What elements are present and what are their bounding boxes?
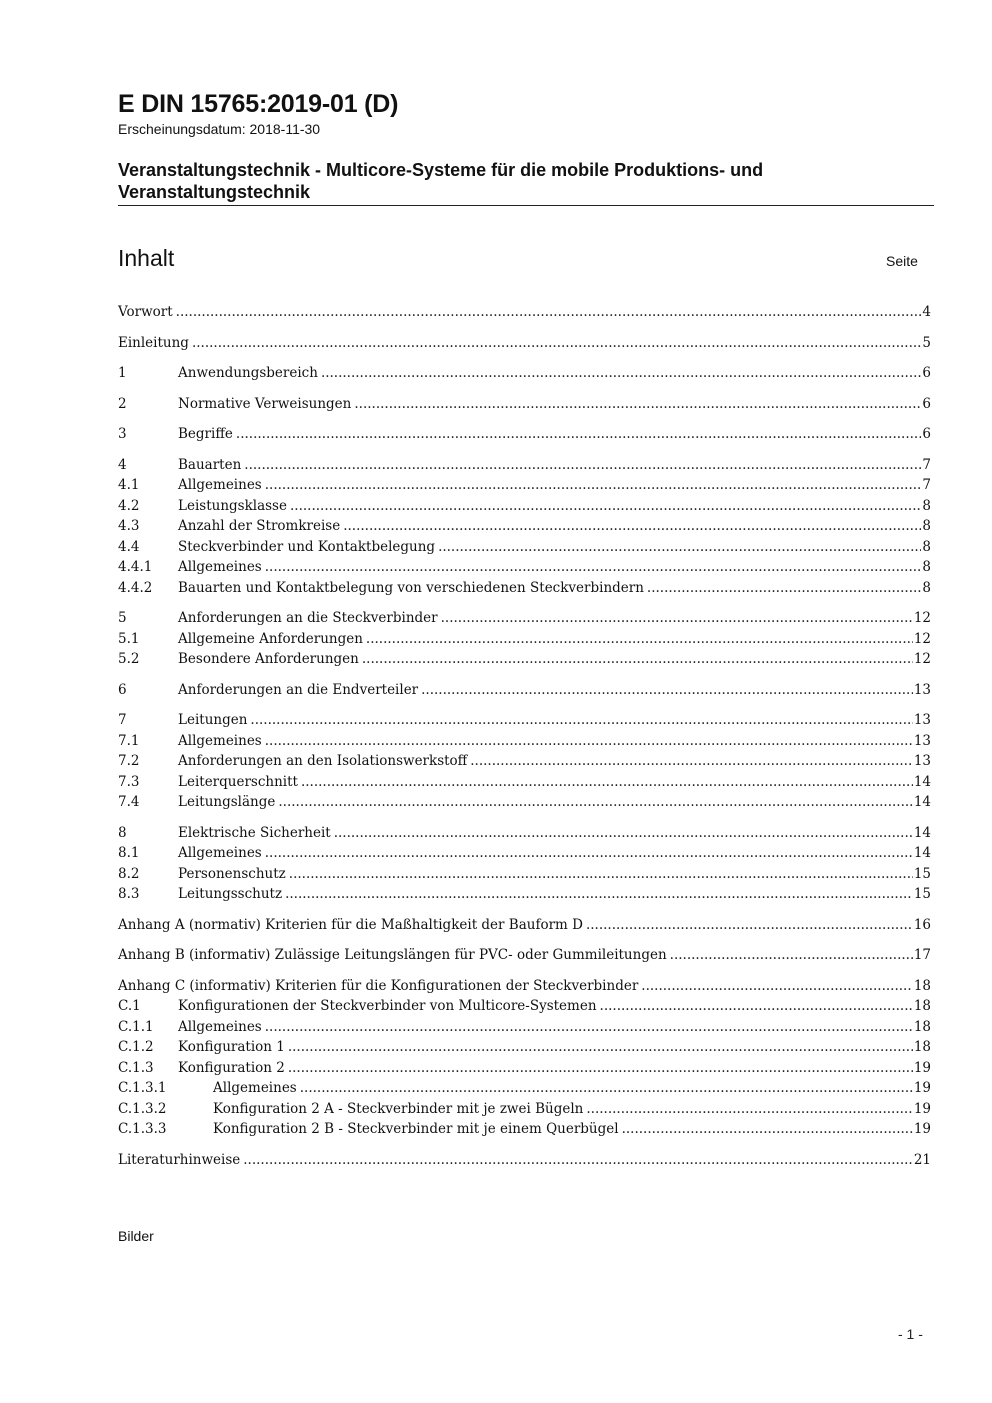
toc-dot-leader bbox=[265, 557, 922, 578]
toc-entry-title: Konfiguration 2 B - Steckverbinder mit je einem Querbügel bbox=[213, 1121, 619, 1137]
toc-entry-title: Elektrische Sicherheit bbox=[178, 824, 331, 841]
toc-entry-title: Anwendungsbereich bbox=[178, 365, 318, 381]
toc-entry-number: 5.1 bbox=[118, 630, 140, 647]
toc-entry[interactable] bbox=[118, 608, 931, 629]
toc-entry-page: 8 bbox=[922, 497, 931, 514]
toc-entry-page: 19 bbox=[913, 1100, 931, 1117]
toc-entry-page: 7 bbox=[922, 456, 931, 473]
toc-entry[interactable] bbox=[118, 976, 931, 997]
toc-dot-leader bbox=[354, 394, 921, 415]
toc-entry-title: Leiterquerschnitt bbox=[178, 773, 298, 790]
toc-entry-number: 4.1 bbox=[118, 477, 140, 493]
toc-entry-number: 5 bbox=[118, 610, 127, 626]
toc-entry-title: Anhang C (informativ) Kriterien für die Konfigurationen der Steckverbinder bbox=[118, 977, 639, 994]
toc-entry-number: C.1.2 bbox=[118, 1039, 154, 1055]
toc-entry-number: C.1.1 bbox=[118, 1018, 154, 1035]
publication-date: Erscheinungsdatum: 2018-11-30 bbox=[118, 121, 321, 137]
toc-entry-title: Konfiguration 2 bbox=[178, 1059, 285, 1076]
toc-dot-leader bbox=[265, 1017, 913, 1038]
toc-entry-number: C.1.3.2 bbox=[118, 1100, 167, 1117]
toc-dot-leader bbox=[600, 996, 913, 1017]
toc-entry-number: 7.3 bbox=[118, 773, 140, 790]
toc-entry[interactable] bbox=[118, 772, 931, 793]
toc-entry-number: 4.4.2 bbox=[118, 579, 153, 596]
toc-entry[interactable] bbox=[118, 1037, 931, 1058]
toc-entry-title: Einleitung bbox=[118, 334, 189, 351]
toc-dot-leader bbox=[265, 843, 913, 864]
toc-entry-title: Personenschutz bbox=[178, 865, 286, 882]
toc-dot-leader bbox=[586, 1099, 912, 1120]
toc-entry-title: Normative Verweisungen bbox=[178, 395, 352, 412]
toc-entry-page: 4 bbox=[922, 304, 931, 320]
table-of-contents bbox=[118, 302, 931, 1170]
toc-entry-title: Allgemeine Anforderungen bbox=[178, 630, 363, 647]
toc-entry-page: 17 bbox=[913, 947, 931, 963]
toc-entry-title: Anforderungen an den Isolationswerkstoff bbox=[178, 753, 468, 769]
toc-entry-page: 6 bbox=[922, 365, 931, 381]
toc-entry-title: Vorwort bbox=[118, 304, 173, 320]
toc-entry-page: 18 bbox=[913, 1018, 931, 1035]
toc-entry-title: Steckverbinder und Kontaktbelegung bbox=[178, 538, 436, 555]
toc-dot-leader bbox=[366, 629, 913, 650]
toc-entry[interactable] bbox=[118, 475, 931, 496]
toc-entry-page: 13 bbox=[913, 681, 931, 698]
toc-entry-title: Allgemeines bbox=[213, 1080, 297, 1096]
toc-dot-leader bbox=[265, 475, 922, 496]
toc-entry-page: 21 bbox=[913, 1151, 931, 1168]
toc-entry-page: 14 bbox=[913, 845, 931, 861]
toc-entry-page: 12 bbox=[913, 630, 931, 647]
toc-entry-title: Leitungen bbox=[178, 712, 248, 728]
toc-dot-leader bbox=[438, 537, 921, 558]
toc-entry[interactable] bbox=[118, 496, 931, 517]
toc-entry-page: 6 bbox=[922, 426, 931, 442]
toc-entry-number: 7 bbox=[118, 712, 127, 728]
toc-entry[interactable] bbox=[118, 394, 931, 415]
toc-entry[interactable] bbox=[118, 557, 931, 578]
toc-entry[interactable] bbox=[118, 424, 931, 445]
toc-entry-page: 15 bbox=[913, 886, 931, 902]
toc-entry[interactable] bbox=[118, 864, 931, 885]
toc-entry-title: Literaturhinweise bbox=[118, 1151, 241, 1168]
toc-dot-leader bbox=[470, 751, 913, 772]
toc-dot-leader bbox=[278, 792, 912, 813]
toc-entry-page: 13 bbox=[913, 732, 931, 749]
toc-entry-number: 8.1 bbox=[118, 845, 140, 861]
toc-entry[interactable] bbox=[118, 792, 931, 813]
page-number: - 1 - bbox=[898, 1326, 923, 1342]
toc-entry-page: 5 bbox=[922, 334, 931, 351]
toc-entry-number: 7.1 bbox=[118, 732, 140, 749]
toc-dot-leader bbox=[289, 864, 913, 885]
toc-entry[interactable] bbox=[118, 945, 931, 966]
toc-entry-title: Besondere Anforderungen bbox=[178, 651, 359, 667]
toc-entry-title: Leitungsschutz bbox=[178, 886, 283, 902]
toc-entry[interactable] bbox=[118, 731, 931, 752]
toc-entry-page: 18 bbox=[913, 977, 931, 994]
toc-entry[interactable] bbox=[118, 302, 931, 323]
toc-entry-page: 6 bbox=[922, 395, 931, 412]
document-id: E DIN 15765:2019-01 (D) bbox=[118, 90, 399, 118]
toc-dot-leader bbox=[641, 976, 913, 997]
toc-entry-title: Konfigurationen der Steckverbinder von Multicore-Systemen bbox=[178, 998, 597, 1014]
toc-entry-page: 19 bbox=[913, 1121, 931, 1137]
toc-entry[interactable] bbox=[118, 1078, 931, 1099]
toc-entry-number: 4 bbox=[118, 456, 127, 473]
toc-entry-page: 15 bbox=[913, 865, 931, 882]
document-title: Veranstaltungstechnik - Multicore-Systeme für die mobile Produktions- und Veranstaltungstechnik bbox=[118, 160, 764, 202]
toc-entry[interactable] bbox=[118, 516, 931, 537]
toc-entry-title: Anforderungen an die Endverteiler bbox=[178, 681, 419, 698]
toc-entry[interactable] bbox=[118, 649, 931, 670]
toc-entry-page: 13 bbox=[913, 753, 931, 769]
toc-entry-page: 12 bbox=[913, 651, 931, 667]
toc-entry-page: 18 bbox=[913, 1039, 931, 1055]
toc-entry-title: Anzahl der Stromkreise bbox=[178, 518, 341, 534]
toc-entry-page: 18 bbox=[913, 998, 931, 1014]
toc-entry-title: Allgemeines bbox=[178, 845, 262, 861]
toc-dot-leader bbox=[362, 649, 913, 670]
toc-entry-page: 14 bbox=[913, 773, 931, 790]
toc-entry-page: 13 bbox=[913, 712, 931, 728]
toc-entry[interactable] bbox=[118, 1099, 931, 1120]
toc-entry-number: 4.2 bbox=[118, 497, 140, 514]
toc-entry-title: Bauarten bbox=[178, 456, 242, 473]
toc-entry-number: 7.4 bbox=[118, 794, 140, 810]
toc-dot-leader bbox=[670, 945, 913, 966]
toc-entry[interactable] bbox=[118, 363, 931, 384]
toc-entry[interactable] bbox=[118, 455, 931, 476]
toc-entry-number: 4.3 bbox=[118, 518, 140, 534]
toc-entry[interactable] bbox=[118, 1017, 931, 1038]
toc-entry[interactable] bbox=[118, 333, 931, 354]
toc-entry[interactable] bbox=[118, 1150, 931, 1171]
toc-entry-title: Allgemeines bbox=[178, 477, 262, 493]
toc-entry-number: 5.2 bbox=[118, 651, 140, 667]
toc-entry-page: 12 bbox=[913, 610, 931, 626]
toc-entry[interactable] bbox=[118, 680, 931, 701]
toc-entry-number: 4.4 bbox=[118, 538, 140, 555]
toc-entry[interactable] bbox=[118, 578, 931, 599]
toc-entry-title: Leistungsklasse bbox=[178, 497, 287, 514]
toc-entry[interactable] bbox=[118, 751, 931, 772]
toc-entry[interactable] bbox=[118, 537, 931, 558]
figures-heading: Bilder bbox=[118, 1228, 154, 1244]
toc-entry-page: 8 bbox=[922, 559, 931, 575]
toc-dot-leader bbox=[586, 915, 913, 936]
toc-dot-leader bbox=[288, 1058, 913, 1079]
toc-entry-title: Allgemeines bbox=[178, 732, 262, 749]
toc-entry-page: 8 bbox=[922, 579, 931, 596]
toc-entry-page: 19 bbox=[913, 1059, 931, 1076]
toc-entry-page: 19 bbox=[913, 1080, 931, 1096]
toc-entry-number: 1 bbox=[118, 365, 127, 381]
toc-entry-number: 8 bbox=[118, 824, 127, 841]
toc-entry-number: 7.2 bbox=[118, 753, 140, 769]
toc-entry-title: Anforderungen an die Steckverbinder bbox=[178, 610, 438, 626]
toc-entry-number: 6 bbox=[118, 681, 127, 698]
toc-dot-leader bbox=[265, 731, 913, 752]
toc-dot-leader bbox=[300, 1078, 913, 1099]
toc-dot-leader bbox=[176, 302, 922, 323]
toc-dot-leader bbox=[301, 772, 913, 793]
toc-dot-leader bbox=[622, 1119, 913, 1140]
toc-entry[interactable] bbox=[118, 1119, 931, 1140]
toc-dot-leader bbox=[244, 455, 921, 476]
toc-entry-title: Anhang A (normativ) Kriterien für die Maßhaltigkeit der Bauform D bbox=[118, 916, 583, 933]
title-divider bbox=[118, 205, 934, 206]
toc-entry[interactable] bbox=[118, 996, 931, 1017]
toc-entry-number: C.1.3.1 bbox=[118, 1080, 167, 1096]
toc-entry-title: Konfiguration 2 A - Steckverbinder mit je zwei Bügeln bbox=[213, 1100, 584, 1117]
toc-dot-leader bbox=[321, 363, 921, 384]
toc-entry-title: Allgemeines bbox=[178, 559, 262, 575]
toc-dot-leader bbox=[243, 1150, 913, 1171]
toc-entry-number: 8.3 bbox=[118, 886, 140, 902]
toc-entry-number: 4.4.1 bbox=[118, 559, 153, 575]
toc-dot-leader bbox=[441, 608, 913, 629]
page-column-label: Seite bbox=[886, 253, 918, 269]
toc-entry-page: 8 bbox=[922, 538, 931, 555]
toc-dot-leader bbox=[288, 1037, 913, 1058]
toc-entry[interactable] bbox=[118, 843, 931, 864]
toc-dot-leader bbox=[192, 333, 921, 354]
toc-dot-leader bbox=[343, 516, 921, 537]
toc-heading: Inhalt bbox=[118, 245, 175, 271]
toc-dot-leader bbox=[290, 496, 921, 517]
toc-entry-title: Allgemeines bbox=[178, 1018, 262, 1035]
toc-dot-leader bbox=[334, 823, 913, 844]
toc-entry[interactable] bbox=[118, 915, 931, 936]
toc-entry-title: Konfiguration 1 bbox=[178, 1039, 285, 1055]
toc-entry-page: 14 bbox=[913, 794, 931, 810]
toc-entry-page: 7 bbox=[922, 477, 931, 493]
toc-entry-number: 2 bbox=[118, 395, 127, 412]
toc-entry-number: C.1.3.3 bbox=[118, 1121, 167, 1137]
toc-entry[interactable] bbox=[118, 823, 931, 844]
toc-entry-page: 14 bbox=[913, 824, 931, 841]
toc-entry-title: Leitungslänge bbox=[178, 794, 276, 810]
toc-entry-number: C.1 bbox=[118, 998, 141, 1014]
toc-dot-leader bbox=[236, 424, 922, 445]
toc-entry-title: Begriffe bbox=[178, 426, 233, 442]
toc-entry-title: Anhang B (informativ) Zulässige Leitungslängen für PVC- oder Gummileitungen bbox=[118, 947, 667, 963]
toc-entry[interactable] bbox=[118, 710, 931, 731]
toc-entry-page: 8 bbox=[922, 518, 931, 534]
toc-entry-number: 8.2 bbox=[118, 865, 140, 882]
toc-entry[interactable] bbox=[118, 1058, 931, 1079]
toc-entry[interactable] bbox=[118, 629, 931, 650]
toc-dot-leader bbox=[250, 710, 912, 731]
toc-dot-leader bbox=[285, 884, 913, 905]
toc-entry-number: 3 bbox=[118, 426, 127, 442]
toc-entry-page: 16 bbox=[913, 916, 931, 933]
toc-dot-leader bbox=[647, 578, 921, 599]
toc-dot-leader bbox=[421, 680, 913, 701]
toc-entry[interactable] bbox=[118, 884, 931, 905]
toc-entry-title: Bauarten und Kontaktbelegung von verschiedenen Steckverbindern bbox=[178, 579, 644, 596]
toc-entry-number: C.1.3 bbox=[118, 1059, 154, 1076]
